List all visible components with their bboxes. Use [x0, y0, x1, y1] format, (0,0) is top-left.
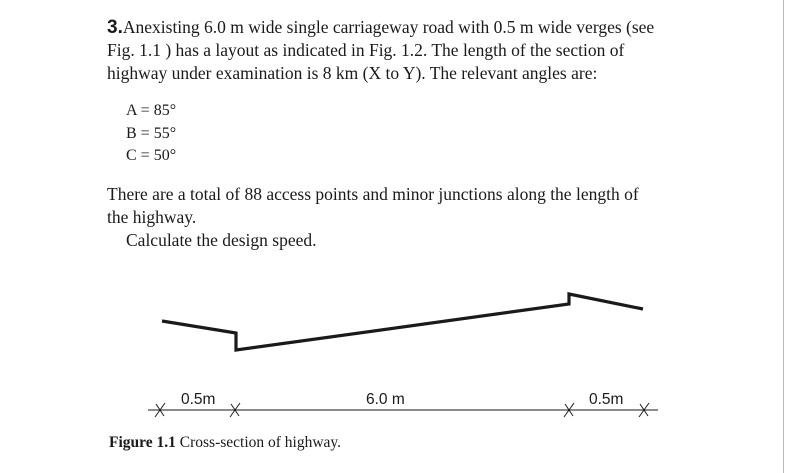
dimension-carriageway: 6.0 m — [366, 391, 405, 408]
question-lead: An — [122, 17, 145, 37]
question-line-3: highway under examination is 8 km (X to Y). The relevant angles are: — [107, 63, 598, 83]
angle-c: C = 50° — [126, 147, 177, 164]
figure-caption-text: Cross-section of highway. — [179, 434, 342, 451]
dimension-left-verge: 0.5m — [181, 391, 216, 408]
paragraph-line-2: the highway. — [107, 207, 197, 227]
dimension-right-verge: 0.5m — [589, 391, 624, 408]
figure-caption-label: Figure 1.1 — [109, 434, 176, 451]
paragraph-line-1: There are a total of 88 access points and minor junctions along the length of — [107, 184, 639, 204]
instruction-line: Calculate the design speed. — [126, 230, 317, 250]
angle-a: A = 85° — [126, 102, 177, 119]
question-number: 3. — [107, 17, 123, 38]
question-line-2: Fig. 1.1 ) has a layout as indicated in Fig. 1.2. The length of the section of — [107, 40, 625, 60]
question-line-1-text: existing 6.0 m wide single carriageway road with 0.5 m wide verges (see — [144, 17, 655, 37]
figure-caption — [109, 434, 341, 452]
angle-b: B = 55° — [126, 124, 177, 142]
road-profile-line — [162, 294, 643, 350]
